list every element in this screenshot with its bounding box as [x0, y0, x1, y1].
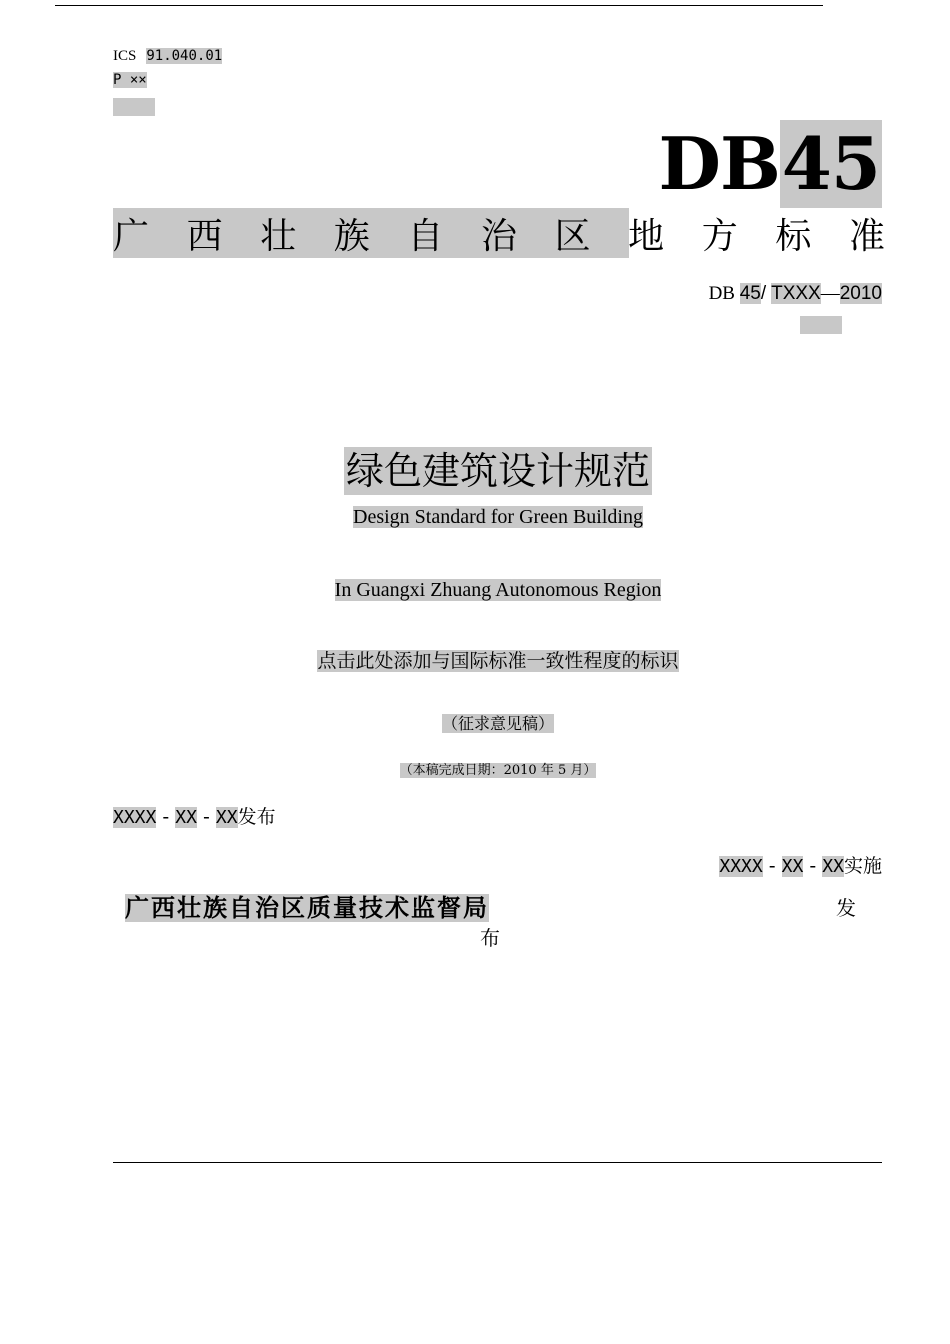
publish-day[interactable]: XX — [215, 807, 238, 828]
ics-code: 91.040.01 — [146, 48, 223, 64]
top-rule — [55, 5, 823, 6]
draft-date: （本稿完成日期：2010 年 5 月） — [399, 763, 597, 778]
std-code-dash: — — [820, 283, 840, 304]
en-title-line2: In Guangxi Zhuang Autonomous Region — [334, 579, 662, 601]
category-code: P ×× — [113, 72, 147, 88]
gov-title-char: 壮 — [260, 215, 297, 257]
std-code-year[interactable]: 2010 — [839, 283, 882, 304]
issuer: 广西壮族自治区质量技术监督局 — [125, 894, 489, 922]
gov-title — [113, 208, 885, 258]
logo-number: 45 — [781, 121, 880, 206]
publish-suffix: 发布 — [237, 806, 276, 828]
issuer-suffix-bu: 布 — [480, 926, 500, 950]
effective-day[interactable]: XX — [822, 856, 844, 877]
gov-title-char: 方 — [701, 215, 738, 257]
std-code-slash: / — [760, 283, 772, 304]
issuer-suffix-fa: 发 — [836, 896, 856, 920]
gov-title-char: 治 — [480, 215, 517, 257]
gov-title-char: 标 — [775, 215, 812, 257]
std-code-number[interactable]: TXXX — [771, 283, 821, 304]
gov-title-char: 区 — [554, 215, 591, 257]
logo-prefix: DB — [658, 121, 780, 206]
db-logo — [659, 120, 883, 208]
placeholder-field[interactable] — [800, 316, 842, 334]
publish-year[interactable]: XXXX — [113, 807, 157, 828]
draft-type: （征求意见稿） — [441, 714, 554, 733]
publish-date: XXXX - XX - XX发布 — [113, 806, 276, 828]
effective-month[interactable]: XX — [781, 856, 804, 877]
effective-date: XXXX - XX - XX实施 — [719, 855, 882, 877]
effective-year[interactable]: XXXX — [719, 856, 763, 877]
effective-suffix: 实施 — [843, 855, 882, 877]
ics-line — [113, 48, 222, 65]
std-code-province[interactable]: 45 — [739, 283, 761, 304]
ics-label: ICS — [113, 48, 137, 64]
gov-title-char: 准 — [848, 215, 885, 257]
gov-title-char: 族 — [333, 215, 370, 257]
gov-title-char: 广 — [113, 215, 150, 257]
cn-title: 绿色建筑设计规范 — [345, 449, 650, 493]
bottom-rule — [113, 1162, 882, 1163]
consistency-note: 点击此处添加与国际标准一致性程度的标识 — [317, 650, 679, 672]
gov-title-char: 西 — [186, 215, 223, 257]
gov-title-char: 自 — [407, 215, 444, 257]
standard-code — [709, 283, 882, 305]
placeholder-field[interactable] — [113, 98, 155, 116]
std-code-prefix: DB — [708, 283, 740, 304]
gov-title-char: 地 — [628, 215, 665, 257]
en-title-line1: Design Standard for Green Building — [353, 506, 643, 528]
publish-month[interactable]: XX — [175, 807, 197, 828]
